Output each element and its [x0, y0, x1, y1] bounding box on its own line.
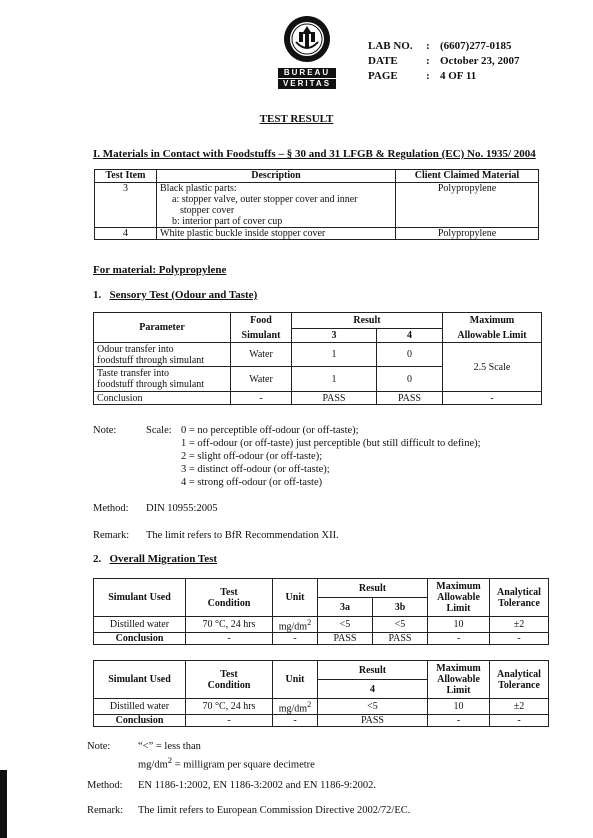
remark2-label: Remark: [87, 805, 124, 816]
scale-label: Scale: [146, 425, 172, 436]
table-row: Conclusion - - PASS - - [94, 715, 549, 727]
note2-label: Note: [87, 741, 111, 752]
date-row: DATE : October 23, 2007 [368, 55, 520, 67]
report-header [368, 39, 520, 84]
method2-label: Method: [87, 780, 123, 791]
table-row: 4 White plastic buckle inside stopper cover Polypropylene [95, 228, 539, 240]
method2-value: EN 1186-1:2002, EN 1186-3:2002 and EN 1186-9:2002. [138, 780, 376, 791]
seal-icon [282, 14, 332, 64]
table-row: Distilled water 70 °C, 24 hrs $mg/dm^2$ <5 <5 10 ±2 [94, 617, 549, 633]
for-material-label: For material: Polypropylene [93, 264, 227, 276]
method1-value: DIN 10955:2005 [146, 503, 218, 514]
table-row: Odour transfer into foodstuff through simulant Water 1 0 2.5 Scale [94, 343, 542, 367]
page-title: TEST RESULT [259, 113, 334, 125]
migration-table-4: Simulant Used Test Condition Unit Result Maximum Allowable Limit Analytical Tolerance 4 Distilled water 70 °C, 24 hrs $mg/dm^2$ <5 10 ±2 Conclusion - - PASS - - [93, 660, 549, 727]
col-description: Description [157, 170, 396, 183]
bureau-veritas-logo [278, 14, 338, 90]
remark2-value: The limit refers to European Commission Directive 2002/72/EC. [138, 805, 411, 816]
migration-table-3: Simulant Used Test Condition Unit Result Maximum Allowable Limit Analytical Tolerance 3a 3b Distilled water 70 °C, 24 hrs $mg/dm^2$ <5 <5 10 ±2 Conclusion - - PASS PASS - - [93, 578, 549, 645]
note2-unit: $mg/dm^2$ = milligram per square decimetre [138, 755, 315, 771]
scale-note-label: Note: [93, 425, 117, 436]
col-material: Client Claimed Material [396, 170, 539, 183]
table-row: Conclusion - - PASS PASS - - [94, 633, 549, 645]
col-test-item: Test Item [95, 170, 157, 183]
section1-heading: I. Materials in Contact with Foodstuffs – § 30 and 31 LFGB & Regulation (EC) No. 1935/ 2004 [93, 148, 536, 160]
table-row: 3 Black plastic parts: a: stopper valve, outer stopper cover and inner stopper cover b: interior part of cover cup Polypropylene [95, 183, 539, 228]
scan-edge-mark [0, 770, 7, 838]
migration-heading: 2. Overall Migration Test [93, 553, 218, 565]
sensory-table: Parameter Food Result Maximum Simulant 3 4 Allowable Limit Odour transfer into foodstuff through simulant Water 1 0 2.5 Scale Taste transfer into foodstuff through simulant Water 1 0 Conclusion - PASS PASS - [93, 312, 542, 405]
logo-bureau-text: BUREAU [278, 68, 336, 78]
table-row: Conclusion - PASS PASS - [94, 392, 542, 405]
sensory-heading: 1. Sensory Test (Odour and Taste) [93, 289, 258, 301]
lab-no-row: LAB NO. : (6607)277-0185 [368, 40, 512, 52]
lab-no-value: (6607)277-0185 [440, 40, 512, 52]
scale-definitions: 0 = no perceptible off-odour (or off-taste); 1 = off-odour (or off-taste) just perceptible (but still difficult to define); 2 = slight off-odour (or off-taste); 3 = distinct off-odour (or off-taste); 4 = strong off-odour (or off-taste) [181, 425, 481, 488]
note2-lt: “<” = less than [138, 741, 201, 752]
date-value: October 23, 2007 [440, 55, 520, 67]
table-row: Distilled water 70 °C, 24 hrs $mg/dm^2$ <5 10 ±2 [94, 699, 549, 715]
table-row: Taste transfer into foodstuff through simulant Water 1 0 [94, 367, 542, 392]
test-items-table [94, 169, 539, 240]
remark1-value: The limit refers to BfR Recommendation XII. [146, 530, 339, 541]
page-value: 4 OF 11 [440, 70, 477, 82]
logo-veritas-text: VERITAS [278, 79, 336, 89]
page-row: PAGE : 4 OF 11 [368, 70, 477, 82]
method1-label: Method: [93, 503, 129, 514]
remark1-label: Remark: [93, 530, 130, 541]
